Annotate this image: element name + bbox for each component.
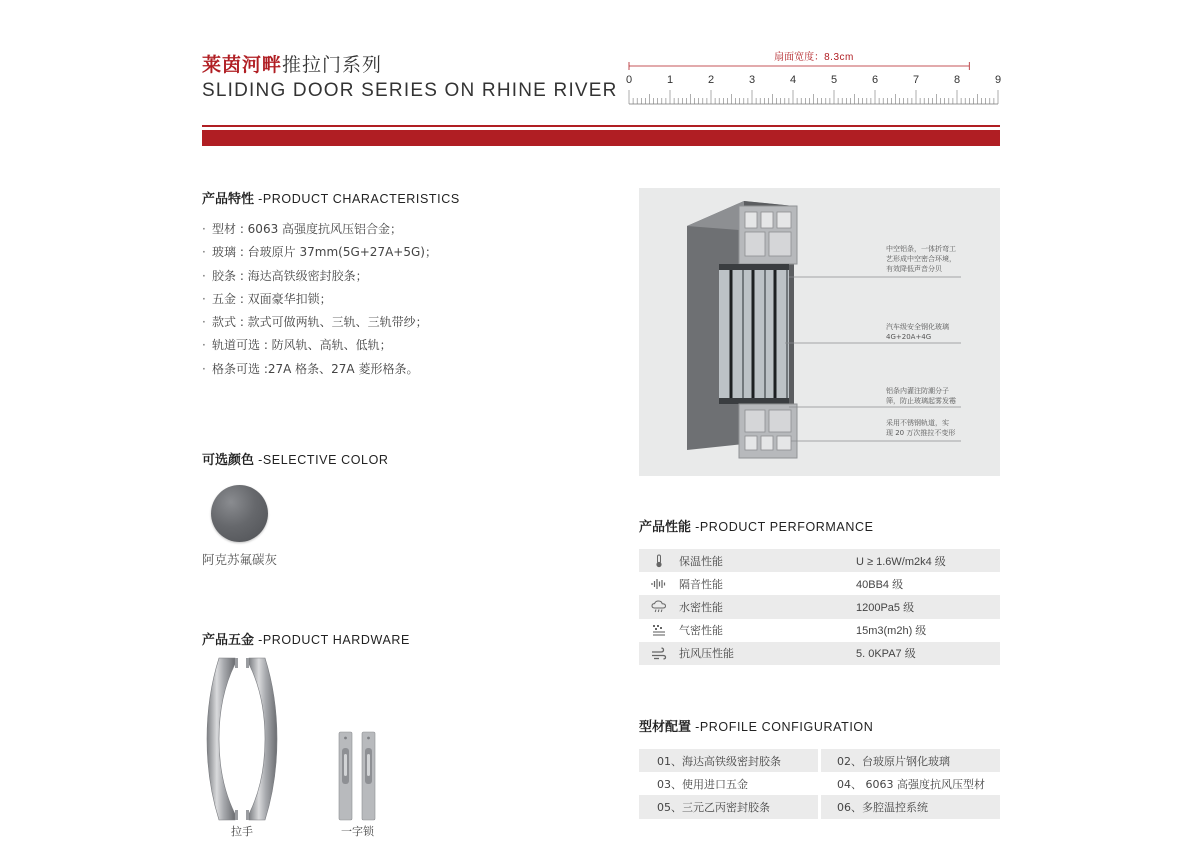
callout-track: 采用不锈钢轨道，实 现 20 万次推拉不变形	[886, 419, 956, 437]
perf-value: 1200Pa5 级	[856, 601, 915, 614]
list-item: · 五金 : 双面豪华扣锁；	[202, 291, 332, 306]
ruler-tick-label: 3	[748, 74, 756, 86]
color-swatch-label: 阿克苏氟碳灰	[202, 552, 278, 567]
profile-heading	[639, 716, 873, 735]
air-flow-icon	[639, 624, 679, 637]
perf-name: 水密性能	[679, 600, 723, 614]
profile-cell: 02、台玻原片钢化玻璃	[821, 749, 1000, 772]
table-row	[639, 749, 1000, 772]
rain-cloud-icon	[639, 600, 679, 613]
ruler-tick-label: 5	[830, 74, 838, 86]
characteristics-heading	[202, 188, 460, 207]
profile-cell: 01、海达高铁级密封胶条	[639, 749, 818, 772]
sound-wave-icon	[639, 578, 679, 590]
ruler-tick-label: 4	[789, 74, 797, 86]
list-item: · 格条可选 :27A 格条、27A 菱形格条。	[202, 361, 419, 376]
performance-heading-en: -PRODUCT PERFORMANCE	[691, 520, 874, 534]
characteristics-heading-cn: 产品特性	[202, 192, 255, 207]
list-item: · 轨道可选 : 防风轨、高轨、低轨；	[202, 338, 392, 353]
table-row	[639, 619, 1000, 642]
ruler-caption-label: 扇面宽度：	[774, 52, 825, 63]
performance-heading	[639, 516, 874, 535]
perf-name: 隔音性能	[679, 577, 723, 591]
table-row	[639, 642, 1000, 665]
ruler-tick-label: 0	[625, 74, 633, 86]
callout-glass: 汽车级安全钢化玻璃 4G+20A+4G	[886, 323, 949, 341]
brand-name: 莱茵河畔	[202, 54, 283, 76]
header-rule-thick	[202, 130, 1000, 146]
header-rule-thin	[202, 125, 1000, 127]
profile-cell: 03、使用进口五金	[657, 777, 748, 791]
perf-value: U ≥ 1.6W/m2k4 级	[856, 555, 946, 568]
perf-value: 15m3(m2h) 级	[856, 625, 927, 638]
ruler-caption-value: 8.3cm	[824, 52, 854, 63]
callout-spacer: 中空铝条，一体折弯工 艺形成中空密合环境， 有效降低声音分贝	[886, 245, 956, 273]
ruler-tick-label: 2	[707, 74, 715, 86]
ruler-tick-label: 9	[994, 74, 1002, 86]
profile-cross-section-panel	[639, 188, 1000, 476]
callout-desiccant: 铝条内灌注防潮分子 筛，防止玻璃起雾发霉	[886, 387, 956, 405]
list-item: · 型材 : 6063 高强度抗风压铝合金；	[202, 222, 403, 236]
perf-name: 保温性能	[679, 554, 723, 568]
table-row	[639, 595, 1000, 618]
list-item: · 玻璃 : 台玻原片 37mm(5G+27A+5G)；	[202, 245, 437, 260]
perf-name: 抗风压性能	[679, 647, 734, 661]
title-cn	[202, 50, 382, 77]
ruler-tick-label: 6	[871, 74, 879, 86]
performance-heading-cn: 产品性能	[639, 520, 692, 535]
door-handle-image	[205, 656, 279, 822]
list-item: · 款式 : 款式可做两轨、三轨、三轨带纱；	[202, 315, 428, 330]
hardware-heading-en: -PRODUCT HARDWARE	[254, 633, 410, 647]
table-row	[639, 549, 1000, 572]
profile-cell: 04、 6063 高强度抗风压型材	[837, 777, 985, 791]
flat-lock-image	[336, 730, 378, 822]
color-heading	[202, 449, 389, 468]
thermometer-icon	[639, 554, 679, 568]
table-row	[639, 795, 1000, 818]
hardware-heading-cn: 产品五金	[202, 633, 255, 648]
characteristics-heading-en: -PRODUCT CHARACTERISTICS	[254, 192, 460, 206]
perf-name: 气密性能	[679, 624, 723, 638]
characteristics-list	[202, 220, 437, 383]
ruler-tick-label: 1	[666, 74, 674, 86]
performance-table	[639, 549, 1000, 665]
table-row	[639, 572, 1000, 595]
width-ruler	[622, 46, 1006, 110]
profile-heading-en: -PROFILE CONFIGURATION	[691, 720, 874, 734]
ruler-caption	[622, 48, 1006, 63]
wind-icon	[639, 647, 679, 660]
table-row	[639, 772, 1000, 795]
color-swatch	[211, 485, 268, 542]
color-heading-cn: 可选颜色	[202, 453, 255, 468]
perf-value: 40BB4 级	[856, 578, 904, 591]
color-heading-en: -SELECTIVE COLOR	[254, 453, 389, 467]
profile-cell: 06、多腔温控系统	[821, 795, 1000, 818]
profile-table	[639, 749, 1000, 819]
lock-label: 一字锁	[341, 825, 374, 838]
profile-cell: 05、三元乙丙密封胶条	[639, 795, 818, 818]
hardware-heading	[202, 629, 410, 648]
perf-value: 5. 0KPA7 级	[856, 648, 916, 661]
handle-label: 拉手	[231, 825, 253, 838]
title-en: SLIDING DOOR SERIES ON RHINE RIVER	[202, 80, 618, 101]
list-item: · 胶条 : 海达高铁级密封胶条；	[202, 268, 368, 283]
series-name: 推拉门系列	[282, 54, 383, 76]
ruler-tick-label: 7	[912, 74, 920, 86]
profile-heading-cn: 型材配置	[639, 720, 692, 735]
ruler-tick-label: 8	[953, 74, 961, 86]
